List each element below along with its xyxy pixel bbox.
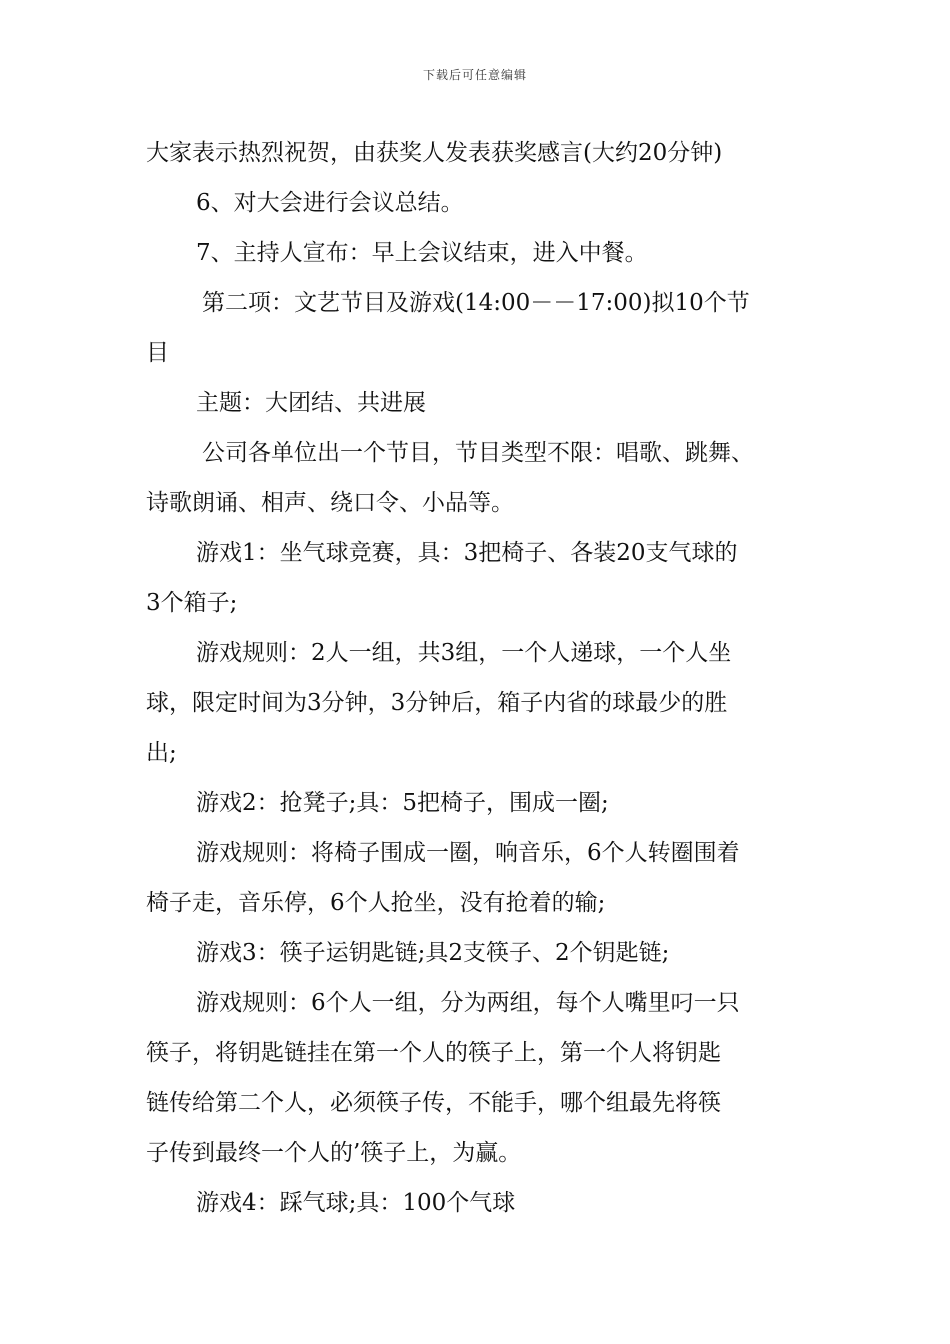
paragraph-line: 3个箱子; (146, 590, 238, 616)
game-title: 游戏1：坐气球竞赛，具：3把椅子、各装20支气球的 (196, 540, 738, 566)
paragraph-line: 诗歌朗诵、相声、绕口令、小品等。 (146, 490, 514, 516)
paragraph-line: 出; (146, 740, 177, 766)
game-title: 游戏2：抢凳子;具：5把椅子，围成一圈; (196, 790, 609, 816)
paragraph-line: 目 (146, 340, 169, 366)
game-rule: 游戏规则：2人一组，共3组，一个人递球，一个人坐 (196, 640, 732, 666)
paragraph-line: 链传给第二个人，必须筷子传，不能手，哪个组最先将筷 (146, 1090, 721, 1116)
paragraph-line: 6、对大会进行会议总结。 (196, 190, 464, 216)
theme-line: 主题：大团结、共进展 (196, 390, 426, 416)
document-body (146, 128, 836, 1228)
paragraph-line: 大家表示热烈祝贺，由获奖人发表获奖感言(大约20分钟) (146, 140, 723, 166)
game-rule: 游戏规则：6个人一组，分为两组，每个人嘴里叼一只 (196, 990, 740, 1016)
section-heading: 第二项：文艺节目及游戏(14:00－－17:00)拟10个节 (202, 290, 750, 316)
game-rule: 游戏规则：将椅子围成一圈，响音乐，6个人转圈围着 (196, 840, 740, 866)
paragraph-line: 球，限定时间为3分钟，3分钟后，箱子内省的球最少的胜 (146, 690, 728, 716)
paragraph-line: 子传到最终一个人的’筷子上，为赢。 (146, 1140, 522, 1166)
paragraph-line: 筷子，将钥匙链挂在第一个人的筷子上，第一个人将钥匙 (146, 1040, 721, 1066)
paragraph-line: 椅子走，音乐停，6个人抢坐，没有抢着的输; (146, 890, 606, 916)
paragraph-line: 7、主持人宣布：早上会议结束，进入中餐。 (196, 240, 648, 266)
paragraph-line: 公司各单位出一个节目，节目类型不限：唱歌、跳舞、 (202, 440, 754, 466)
game-title: 游戏3：筷子运钥匙链;具2支筷子、2个钥匙链; (196, 940, 670, 966)
game-title: 游戏4：踩气球;具：100个气球 (196, 1190, 516, 1216)
page-header-note: 下载后可任意编辑 (422, 68, 527, 82)
